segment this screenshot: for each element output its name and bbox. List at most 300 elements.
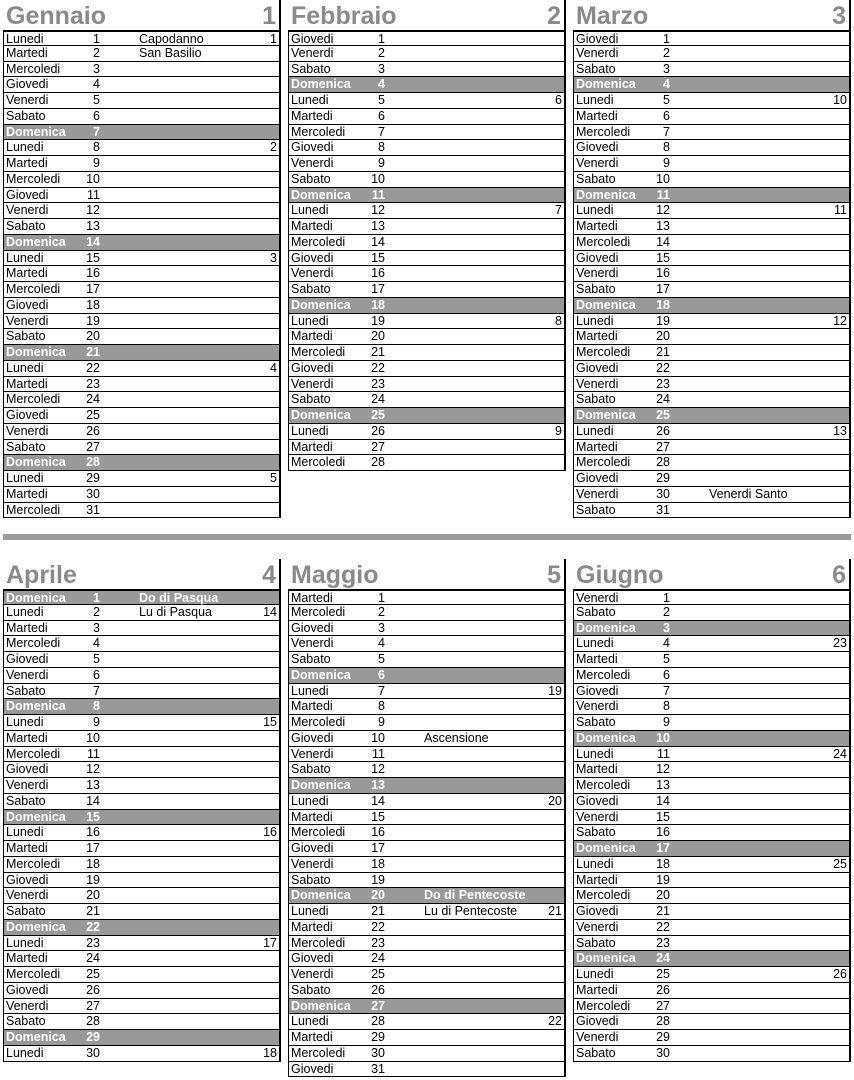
- day-row: [573, 983, 849, 999]
- day-number: 20: [371, 329, 385, 344]
- weekday-label: Lunedi: [6, 1045, 44, 1060]
- day-row: [573, 825, 849, 841]
- day-row: [3, 636, 279, 652]
- day-row: [573, 873, 849, 889]
- holiday-label: Do di Pasqua: [139, 591, 219, 605]
- weekday-label: Mercoledi: [291, 234, 346, 249]
- weekday-label: Venerdi: [576, 1030, 619, 1044]
- weekday-label: Domenica: [6, 809, 66, 824]
- day-row: [288, 266, 564, 282]
- day-row: [3, 652, 279, 668]
- day-number: 24: [371, 951, 385, 966]
- weekday-label: Martedi: [576, 219, 618, 233]
- day-number: 12: [371, 203, 385, 218]
- day-row: [3, 747, 279, 763]
- day-row: [3, 841, 279, 857]
- day-number: 24: [86, 951, 100, 966]
- day-number: 29: [656, 1030, 670, 1044]
- day-number: 11: [372, 746, 385, 761]
- day-row: [3, 298, 279, 314]
- day-row: [3, 904, 279, 920]
- week-number: 16: [263, 825, 277, 840]
- day-number: 12: [371, 762, 385, 777]
- day-number: 2: [663, 604, 670, 619]
- day-row: [3, 156, 279, 172]
- day-number: 29: [86, 1030, 100, 1044]
- sunday-row: [3, 1030, 279, 1046]
- day-number: 25: [371, 408, 385, 422]
- sunday-row: [288, 668, 564, 684]
- weekday-label: Venerdi: [6, 313, 49, 328]
- day-row: [288, 967, 564, 983]
- weekday-label: Sabato: [6, 329, 46, 344]
- month-number: 5: [547, 561, 561, 589]
- weekday-label: Mercoledi: [576, 124, 631, 139]
- weekday-label: Domenica: [576, 297, 636, 312]
- day-number: 14: [86, 793, 100, 808]
- day-row: [573, 62, 849, 78]
- day-number: 20: [656, 888, 670, 903]
- sunday-row: [573, 841, 849, 857]
- month-block: [573, 0, 851, 518]
- sunday-row: [3, 125, 279, 141]
- day-number: 9: [663, 156, 670, 170]
- month-header: [288, 0, 564, 30]
- day-number: 23: [371, 376, 385, 391]
- week-number: 7: [555, 203, 562, 218]
- sunday-row: [573, 621, 849, 637]
- day-number: 4: [378, 77, 385, 92]
- weekday-label: Martedi: [576, 872, 618, 887]
- weekday-label: Martedi: [576, 439, 618, 454]
- day-number: 7: [663, 124, 670, 139]
- day-row: [3, 314, 279, 330]
- weekday-label: Venerdi: [576, 376, 619, 391]
- day-number: 3: [378, 61, 385, 76]
- month-number: 3: [832, 2, 846, 30]
- weekday-label: Mercoledi: [6, 61, 61, 76]
- day-row: [573, 93, 849, 109]
- weekday-label: Giovedi: [576, 32, 619, 46]
- day-number: 16: [656, 825, 670, 840]
- day-row: [573, 1030, 849, 1046]
- day-number: 5: [378, 652, 385, 666]
- day-row: [288, 203, 564, 219]
- day-row: [288, 715, 564, 731]
- month-header: [573, 0, 849, 30]
- sunday-row: [288, 408, 564, 424]
- day-row: [573, 715, 849, 731]
- month-number: 2: [547, 2, 561, 30]
- day-row: [573, 747, 849, 763]
- weekday-label: Lunedi: [6, 935, 44, 950]
- sunday-row: [3, 455, 279, 471]
- weekday-label: Mercoledi: [6, 282, 61, 296]
- day-row: [3, 361, 279, 377]
- weekday-label: Lunedi: [291, 203, 329, 218]
- day-number: 3: [93, 61, 100, 76]
- day-number: 28: [371, 455, 385, 470]
- weekday-label: Martedi: [291, 591, 333, 605]
- day-row: [3, 203, 279, 219]
- weekday-label: Mercoledi: [576, 667, 631, 682]
- day-number: 11: [87, 187, 100, 202]
- day-row: [573, 699, 849, 715]
- weekday-label: Venerdi: [291, 266, 334, 281]
- day-number: 23: [656, 376, 670, 391]
- weekday-label: Sabato: [576, 502, 616, 517]
- weekday-label: Lunedi: [576, 636, 614, 651]
- day-number: 22: [656, 360, 670, 375]
- weekday-label: Lunedi: [6, 604, 44, 619]
- day-row: [288, 920, 564, 936]
- day-number: 7: [93, 683, 100, 698]
- day-row: [573, 1014, 849, 1030]
- day-number: 18: [86, 297, 100, 312]
- day-number: 4: [378, 636, 385, 651]
- day-row: [573, 314, 849, 330]
- month-block: [3, 559, 281, 1062]
- day-row: [573, 857, 849, 873]
- weekday-label: Domenica: [291, 888, 351, 903]
- day-row: [573, 778, 849, 794]
- week-number: 11: [834, 203, 847, 218]
- day-number: 10: [656, 730, 670, 745]
- day-number: 5: [93, 93, 100, 107]
- day-row: [573, 888, 849, 904]
- weekday-label: Sabato: [291, 392, 331, 407]
- day-row: [288, 361, 564, 377]
- day-row: [288, 841, 564, 857]
- weekday-label: Mercoledi: [291, 345, 346, 359]
- day-row: [3, 762, 279, 778]
- day-number: 19: [86, 313, 100, 328]
- day-row: [288, 605, 564, 621]
- day-row: [288, 699, 564, 715]
- day-row: [3, 424, 279, 440]
- day-number: 14: [371, 793, 385, 808]
- weekday-label: Domenica: [291, 667, 351, 682]
- weekday-label: Venerdi: [291, 376, 334, 391]
- day-number: 21: [86, 345, 100, 359]
- week-number: 10: [833, 93, 847, 107]
- weekday-label: Sabato: [291, 652, 331, 666]
- day-row: [288, 1046, 564, 1062]
- day-row: [573, 455, 849, 471]
- day-row: [288, 62, 564, 78]
- day-number: 3: [378, 620, 385, 635]
- day-row: [3, 731, 279, 747]
- weekday-label: Domenica: [6, 919, 66, 934]
- week-number: 21: [548, 904, 562, 918]
- day-number: 21: [656, 904, 670, 918]
- day-number: 2: [378, 45, 385, 60]
- week-number: 18: [263, 1045, 277, 1060]
- day-row: [3, 471, 279, 487]
- day-number: 21: [656, 345, 670, 359]
- weekday-label: Venerdi: [576, 809, 619, 824]
- day-row: [3, 77, 279, 93]
- day-number: 6: [663, 108, 670, 123]
- day-number: 21: [86, 904, 100, 918]
- weekday-label: Sabato: [291, 171, 331, 186]
- day-row: [573, 589, 849, 605]
- day-number: 13: [86, 778, 100, 792]
- weekday-label: Mercoledi: [6, 392, 61, 407]
- day-number: 14: [371, 234, 385, 249]
- day-number: 1: [378, 591, 385, 605]
- day-number: 3: [663, 61, 670, 76]
- day-row: [288, 109, 564, 125]
- day-row: [288, 1062, 564, 1078]
- day-row: [288, 377, 564, 393]
- weekday-label: Mercoledi: [6, 746, 61, 761]
- week-number: 3: [270, 250, 277, 265]
- day-row: [288, 825, 564, 841]
- holiday-label: Do di Pentecoste: [424, 888, 526, 903]
- sunday-row: [288, 298, 564, 314]
- day-number: 11: [87, 746, 100, 761]
- day-row: [573, 794, 849, 810]
- weekday-label: Martedi: [291, 108, 333, 123]
- month-header: [288, 559, 564, 589]
- day-number: 16: [371, 825, 385, 840]
- weekday-label: Sabato: [576, 715, 616, 729]
- sunday-row: [3, 235, 279, 251]
- day-number: 30: [371, 1045, 385, 1060]
- weekday-label: Martedi: [291, 919, 333, 934]
- day-number: 2: [93, 45, 100, 60]
- weekday-label: Martedi: [6, 620, 48, 635]
- weekday-label: Giovedi: [6, 187, 49, 202]
- day-number: 19: [371, 313, 385, 328]
- day-row: [288, 235, 564, 251]
- day-number: 31: [656, 502, 670, 517]
- weekday-label: Venerdi: [291, 45, 334, 60]
- day-row: [3, 873, 279, 889]
- week-number: 14: [263, 604, 277, 619]
- weekday-label: Giovedi: [576, 471, 619, 485]
- day-number: 8: [663, 699, 670, 714]
- day-number: 13: [371, 219, 385, 233]
- weekday-label: Sabato: [291, 282, 331, 296]
- sunday-row: [288, 778, 564, 794]
- day-number: 4: [663, 77, 670, 92]
- sunday-row: [573, 951, 849, 967]
- day-number: 22: [371, 360, 385, 375]
- day-row: [288, 46, 564, 62]
- month-block: [3, 0, 281, 518]
- holiday-label: San Basilio: [139, 45, 202, 60]
- weekday-label: Giovedi: [576, 250, 619, 265]
- day-number: 26: [371, 982, 385, 997]
- day-number: 25: [86, 967, 100, 981]
- day-number: 27: [86, 998, 100, 1013]
- day-row: [3, 266, 279, 282]
- sunday-row: [3, 699, 279, 715]
- weekday-label: Martedi: [6, 45, 48, 60]
- day-row: [288, 392, 564, 408]
- weekday-label: Sabato: [6, 793, 46, 808]
- day-row: [288, 125, 564, 141]
- day-number: 6: [93, 667, 100, 682]
- day-number: 31: [371, 1061, 385, 1076]
- week-number: 20: [548, 793, 562, 808]
- day-row: [3, 888, 279, 904]
- sunday-row: [3, 345, 279, 361]
- day-number: 4: [93, 636, 100, 651]
- weekday-label: Venerdi: [291, 967, 334, 981]
- day-row: [288, 251, 564, 267]
- day-row: [573, 30, 849, 46]
- day-row: [288, 156, 564, 172]
- weekday-label: Mercoledi: [291, 935, 346, 950]
- day-number: 27: [371, 439, 385, 454]
- weekday-label: Domenica: [6, 699, 66, 714]
- day-number: 24: [371, 392, 385, 407]
- day-number: 29: [656, 471, 670, 485]
- weekday-label: Martedi: [291, 219, 333, 233]
- day-number: 5: [663, 652, 670, 666]
- weekday-label: Venerdi: [291, 156, 334, 170]
- weekday-label: Giovedi: [576, 360, 619, 375]
- week-number: 4: [270, 360, 277, 375]
- weekday-label: Lunedi: [291, 423, 329, 438]
- month-block: [288, 0, 566, 471]
- month-number: 4: [262, 561, 276, 589]
- day-row: [288, 219, 564, 235]
- day-row: [288, 747, 564, 763]
- day-row: [3, 62, 279, 78]
- weekday-label: Venerdi: [291, 856, 334, 871]
- weekday-label: Giovedi: [6, 408, 49, 422]
- weekday-label: Giovedi: [291, 951, 334, 966]
- day-number: 12: [656, 203, 670, 218]
- week-number: 24: [833, 746, 847, 761]
- weekday-label: Sabato: [6, 219, 46, 233]
- weekday-label: Mercoledi: [291, 715, 346, 729]
- day-number: 7: [663, 683, 670, 698]
- day-row: [288, 1030, 564, 1046]
- weekday-label: Mercoledi: [576, 888, 631, 903]
- half-year-divider: [3, 534, 851, 540]
- day-row: [573, 684, 849, 700]
- day-number: 24: [86, 392, 100, 407]
- day-number: 21: [371, 904, 385, 918]
- weekday-label: Venerdi: [291, 636, 334, 651]
- day-number: 14: [86, 234, 100, 249]
- day-row: [3, 93, 279, 109]
- day-row: [288, 282, 564, 298]
- weekday-label: Domenica: [576, 408, 636, 422]
- day-number: 1: [663, 591, 670, 605]
- day-number: 2: [93, 604, 100, 619]
- holiday-label: Capodanno: [139, 32, 204, 46]
- day-number: 17: [371, 282, 385, 296]
- weekday-label: Giovedi: [291, 730, 334, 745]
- day-row: [573, 140, 849, 156]
- day-row: [573, 361, 849, 377]
- day-row: [288, 636, 564, 652]
- weekday-label: Martedi: [6, 266, 48, 281]
- day-number: 15: [86, 250, 100, 265]
- weekday-label: Lunedi: [576, 313, 614, 328]
- holiday-label: Lu di Pasqua: [139, 604, 212, 619]
- weekday-label: Martedi: [576, 329, 618, 344]
- weekday-label: Giovedi: [6, 982, 49, 997]
- weekday-label: Venerdi: [6, 998, 49, 1013]
- day-number: 19: [656, 313, 670, 328]
- day-row: [573, 967, 849, 983]
- weekday-label: Mercoledi: [576, 998, 631, 1013]
- day-number: 5: [663, 93, 670, 107]
- weekday-label: Sabato: [291, 982, 331, 997]
- day-row: [3, 282, 279, 298]
- day-row: [573, 329, 849, 345]
- day-row: [3, 188, 279, 204]
- weekday-label: Giovedi: [576, 793, 619, 808]
- day-row: [573, 219, 849, 235]
- day-number: 25: [656, 967, 670, 981]
- day-row: [573, 125, 849, 141]
- weekday-label: Giovedi: [6, 762, 49, 777]
- day-row: [573, 487, 849, 503]
- day-number: 12: [86, 762, 100, 777]
- weekday-label: Lunedi: [576, 856, 614, 871]
- weekday-label: Giovedi: [291, 620, 334, 635]
- weekday-label: Venerdi: [6, 667, 49, 682]
- weekday-label: Sabato: [6, 683, 46, 698]
- day-row: [288, 30, 564, 46]
- sunday-row: [288, 888, 564, 904]
- day-row: [3, 668, 279, 684]
- day-row: [3, 219, 279, 235]
- day-number: 8: [663, 140, 670, 155]
- day-row: [288, 455, 564, 471]
- weekday-label: Lunedi: [6, 140, 44, 155]
- day-number: 13: [656, 219, 670, 233]
- day-row: [288, 762, 564, 778]
- weekday-label: Giovedi: [6, 77, 49, 92]
- day-number: 29: [86, 471, 100, 485]
- day-number: 3: [93, 620, 100, 635]
- day-row: [288, 1014, 564, 1030]
- weekday-label: Lunedi: [291, 793, 329, 808]
- weekday-label: Mercoledi: [291, 455, 346, 470]
- weekday-label: Venerdi: [576, 156, 619, 170]
- day-number: 26: [656, 423, 670, 438]
- day-number: 24: [656, 951, 670, 966]
- holiday-label: Venerdi Santo: [709, 486, 788, 501]
- sunday-row: [288, 77, 564, 93]
- weekday-label: Lunedi: [576, 746, 614, 761]
- day-number: 11: [656, 187, 670, 202]
- weekday-label: Sabato: [6, 904, 46, 918]
- day-number: 15: [371, 809, 385, 824]
- weekday-label: Lunedi: [576, 203, 614, 218]
- weekday-label: Venerdi: [576, 266, 619, 281]
- month-header: [3, 0, 279, 30]
- day-row: [3, 503, 279, 519]
- day-row: [3, 140, 279, 156]
- day-number: 10: [656, 171, 670, 186]
- day-number: 14: [656, 234, 670, 249]
- day-number: 30: [86, 486, 100, 501]
- week-number: 17: [263, 935, 277, 950]
- day-number: 11: [371, 187, 385, 202]
- weekday-label: Giovedi: [6, 872, 49, 887]
- day-row: [3, 778, 279, 794]
